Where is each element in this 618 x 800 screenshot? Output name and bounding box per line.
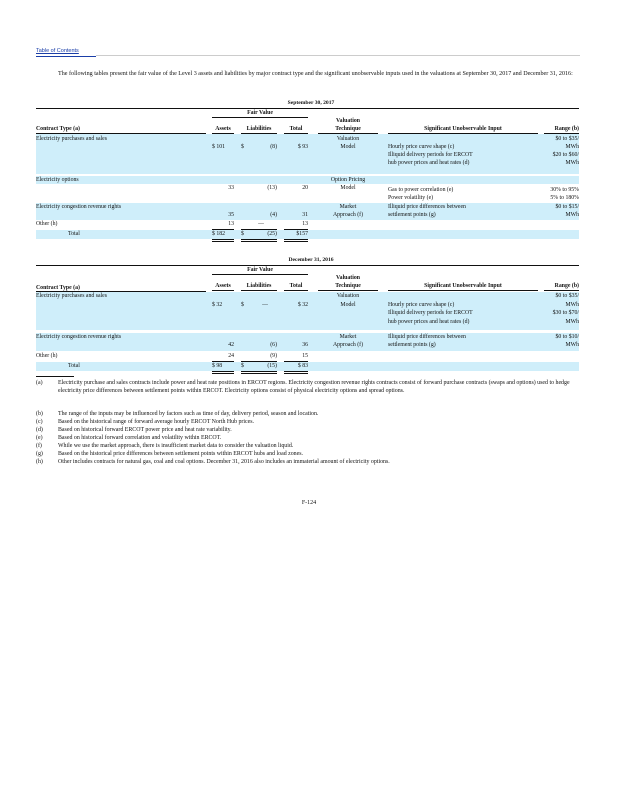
footnote-text: The range of the inputs may be influenced by factors such as time of day, delivery period, season and location.	[58, 411, 319, 417]
assets-value: $ 182	[212, 231, 226, 237]
range-value: MWh	[565, 319, 579, 325]
liabilities-value: (15)	[267, 363, 277, 369]
footnote-divider	[36, 376, 74, 377]
range-value: $0 to $15/	[555, 204, 579, 210]
total-label: Total	[68, 363, 80, 369]
valuation-technique: Market	[339, 334, 357, 340]
table-row	[36, 292, 579, 330]
assets-value: 35	[228, 212, 234, 218]
table-row	[36, 220, 579, 229]
footnote-label: (a)	[36, 380, 43, 386]
range-value: $0 to $10/	[555, 334, 579, 340]
assets-value: 33	[228, 185, 234, 191]
footnote-text: Based on the historical price differences between settlement points within ERCOT hubs and load zones.	[58, 451, 304, 457]
assets-value: $ 101	[212, 144, 226, 150]
valuation-technique: Model	[340, 302, 356, 308]
footnote-text: Other includes contracts for natural gas, coal and coal options. December 31, 2016 also includes an immaterial amount of electricity options.	[58, 459, 390, 465]
header-rule-total	[284, 290, 308, 291]
unobservable-input: settlement points (g)	[388, 342, 436, 348]
total-double-rule	[212, 371, 234, 374]
footnote-text: While we use the market approach, there is insufficient market data to consider the valuation liquid.	[58, 443, 294, 449]
valuation-technique: Option Pricing	[330, 177, 366, 183]
unobservable-input: hub power prices and heat rates (d)	[388, 319, 470, 325]
toc-underline	[36, 56, 96, 57]
liabilities-value: (6)	[270, 342, 277, 348]
fair-value-header: Fair Value	[247, 110, 273, 116]
header-rule-range	[544, 290, 579, 291]
header-rule-liab	[241, 290, 277, 291]
fair-value-rule	[212, 117, 308, 118]
liabilities-value: (13)	[267, 185, 277, 191]
assets-value: 13	[228, 221, 234, 227]
currency-symbol: $	[241, 144, 244, 150]
total-double-rule	[241, 371, 277, 374]
range-value: 5% to 180%	[550, 195, 579, 201]
valuation-header-2: Technique	[335, 283, 361, 289]
period-title: September 30, 2017	[287, 100, 335, 106]
footnote-label: (d)	[36, 427, 43, 433]
total-value: 13	[302, 221, 308, 227]
intro-paragraph	[36, 70, 576, 79]
valuation-technique: Model	[340, 144, 356, 150]
range-value: $30 to $70/	[552, 310, 579, 316]
contract-type: Other (h)	[36, 353, 58, 359]
unobservable-input: Illiquid delivery periods for ERCOT	[388, 310, 473, 316]
footnote-text: Based on historical forward correlation and volatility within ERCOT.	[58, 435, 222, 441]
assets-header: Assets	[215, 126, 231, 132]
footnote-label: (g)	[36, 451, 43, 457]
total-header: Total	[289, 283, 303, 289]
table-row-total	[36, 362, 579, 371]
liabilities-value: (25)	[267, 231, 277, 237]
total-double-rule	[212, 239, 234, 242]
contract-type: Other (h)	[36, 221, 58, 227]
footnote-label: (h)	[36, 459, 43, 465]
contract-type-header: Contract Type (a)	[36, 285, 80, 291]
unobservable-input: Gas to power correlation (e)	[388, 187, 454, 193]
table-row	[36, 333, 579, 351]
contract-type: Electricity purchases and sales	[36, 293, 107, 299]
input-header: Significant Unobservable Input	[424, 283, 502, 289]
total-value: 20	[302, 185, 308, 191]
footnote-label: (e)	[36, 435, 43, 441]
range-value: $0 to $35/	[555, 136, 579, 142]
footnote-text: Electricity purchase and sales contracts include power and heat rate positions in ERCOT regions. Electricity congestion revenue rights contracts consist of forward purchase contracts (swaps and options) used to hedge electricity price differences between settlement points within ERCOT. Electricity options consist of physical electricity options and spread options.	[58, 380, 570, 394]
total-double-rule	[241, 239, 277, 242]
range-value: $20 to $60/	[552, 152, 579, 158]
unobservable-input: Hourly price curve shape (c)	[388, 302, 455, 308]
range-value: MWh	[565, 144, 579, 150]
range-value: MWh	[565, 212, 579, 218]
header-rule-tech	[318, 290, 378, 291]
total-value: 36	[302, 342, 308, 348]
input-header: Significant Unobservable Input	[424, 126, 502, 132]
page-number: F-124	[301, 500, 317, 506]
liabilities-value: (4)	[270, 212, 277, 218]
contract-type: Electricity purchases and sales	[36, 136, 107, 142]
liabilities-value: (9)	[270, 353, 277, 359]
table-row	[36, 176, 579, 184]
contract-type-header: Contract Type (a)	[36, 126, 80, 132]
unobservable-input: Illiquid delivery periods for ERCOT	[388, 152, 473, 158]
valuation-header-1: Valuation	[336, 275, 360, 281]
total-value: $ 32	[297, 302, 308, 308]
unobservable-input: Hourly price curve shape (c)	[388, 144, 455, 150]
liabilities-header: Liabilities	[246, 126, 272, 132]
range-header: Range (b)	[554, 126, 579, 132]
assets-value: $ 32	[212, 302, 223, 308]
total-double-rule	[284, 371, 308, 374]
valuation-header-2: Technique	[335, 126, 361, 132]
period-title: December 31, 2016	[288, 257, 334, 263]
currency-symbol: $	[241, 302, 244, 308]
table-row	[36, 352, 579, 361]
valuation-technique: Valuation	[336, 293, 360, 299]
table-row	[36, 203, 579, 220]
total-value: $157	[296, 231, 308, 237]
unobservable-input: hub power prices and heat rates (d)	[388, 160, 470, 166]
contract-type: Electricity options	[36, 177, 79, 183]
unobservable-input: Illiquid price differences between	[388, 334, 466, 340]
footnote-text: Based on the historical range of forward average hourly ERCOT North Hub prices.	[58, 419, 255, 425]
header-divider	[96, 55, 580, 56]
intro-text: The following tables present the fair value of the Level 3 assets and liabilities by major contract type and the significant unobservable inputs used in the valuations at September 30, 2017 and December 31, 2016:	[58, 71, 573, 77]
assets-header: Assets	[215, 283, 231, 289]
valuation-technique: Model	[340, 185, 356, 191]
table-row	[36, 184, 579, 201]
total-label: Total	[68, 231, 80, 237]
liabilities-header: Liabilities	[246, 283, 272, 289]
currency-symbol: $	[241, 231, 244, 237]
total-value: 15	[302, 353, 308, 359]
assets-value: $ 98	[212, 363, 223, 369]
valuation-technique: Approach (f)	[332, 212, 364, 218]
valuation-technique: Approach (f)	[332, 342, 364, 348]
contract-type: Electricity congestion revenue rights	[36, 334, 122, 340]
assets-value: 24	[228, 353, 234, 359]
unobservable-input: Power volatility (e)	[388, 195, 434, 201]
liabilities-value: —	[258, 221, 264, 227]
range-value: MWh	[565, 342, 579, 348]
valuation-header-1: Valuation	[336, 118, 360, 124]
table-of-contents-link[interactable]: Table of Contents	[36, 48, 79, 54]
contract-type: Electricity congestion revenue rights	[36, 204, 122, 210]
range-header: Range (b)	[554, 283, 579, 289]
total-value: $ 83	[297, 363, 308, 369]
liabilities-value: —	[262, 302, 268, 308]
assets-value: 42	[228, 342, 234, 348]
footnote-text: Based on historical forward ERCOT power price and heat rate variability.	[58, 427, 232, 433]
table-row	[36, 134, 579, 174]
footnote-label: (b)	[36, 411, 43, 417]
total-value: $ 93	[297, 144, 308, 150]
valuation-technique: Valuation	[336, 136, 360, 142]
table-row-total	[36, 230, 579, 239]
total-double-rule	[284, 239, 308, 242]
currency-symbol: $	[241, 363, 244, 369]
liabilities-value: (8)	[270, 144, 277, 150]
unobservable-input: settlement points (g)	[388, 212, 436, 218]
footnote-label: (f)	[36, 443, 42, 449]
fair-value-rule	[212, 274, 308, 275]
range-value: $0 to $35/	[555, 293, 579, 299]
valuation-technique: Market	[339, 204, 357, 210]
range-value: MWh	[565, 160, 579, 166]
header-rule-input	[388, 290, 538, 291]
unobservable-input: Illiquid price differences between	[388, 204, 466, 210]
fair-value-header: Fair Value	[247, 267, 273, 273]
total-value: 31	[302, 212, 308, 218]
total-header: Total	[289, 126, 303, 132]
range-value: 30% to 95%	[550, 187, 579, 193]
header-rule-assets	[212, 290, 234, 291]
range-value: MWh	[565, 302, 579, 308]
footnote-label: (c)	[36, 419, 43, 425]
